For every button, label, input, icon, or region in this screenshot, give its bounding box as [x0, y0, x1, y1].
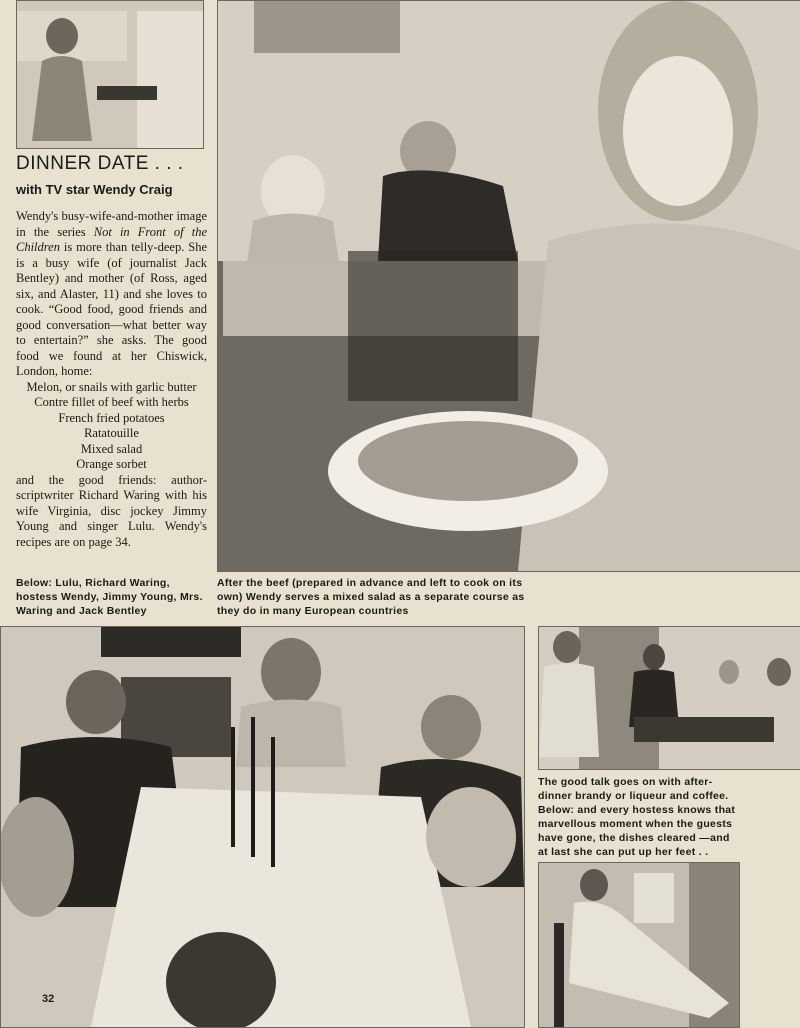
- article-body: [16, 209, 207, 550]
- menu-item: Mixed salad: [80, 441, 143, 456]
- caption-guests: Below: Lulu, Richard Waring, hostess Wendy, Jimmy Young, Mrs. Waring and Jack Bentley: [16, 577, 203, 617]
- hero-photo: [217, 0, 800, 572]
- feet-up-photo: [538, 862, 740, 1028]
- article-title: DINNER DATE . . .: [16, 153, 184, 174]
- menu-item: Ratatouille: [84, 426, 139, 440]
- article-intro: [16, 209, 207, 380]
- after-dinner-photo: [538, 626, 800, 770]
- menu-item: Melon, or snails with garlic butter: [26, 379, 197, 394]
- dinner-table-photo: [0, 626, 525, 1028]
- menu-item: Contre fillet of beef with herbs: [34, 395, 189, 409]
- series-name: Not in Front of the Children: [16, 224, 207, 254]
- article-subtitle: with TV star Wendy Craig: [16, 182, 173, 197]
- menu-item: French fried potatoes: [58, 410, 165, 425]
- menu-item: Orange sorbet: [76, 457, 147, 471]
- caption-after-dinner: The good talk goes on with after-dinner brandy or liqueur and coffee. Below: and every hostess knows that marvellous moment when the guests have gone, the dishes cleared —and at last she can put up her feet . .: [538, 776, 736, 858]
- caption-salad: After the beef (prepared in advance and left to cook on its own) Wendy serves a mixed salad as a separate course as they do in many European countries: [217, 577, 525, 617]
- intro-part-2: is more than telly-deep. She is a busy wife (of journalist Jack Bentley) and mother (of Ross, aged six, and Alaster, 11) and she loves to cook. “Good food, good friends and good conversation—what better way to entertain?” she asks. The good food we found at her Chiswick, London, home:: [16, 240, 207, 378]
- intro-part-1: Wendy's busy-wife-and-mother image in the series: [16, 209, 207, 239]
- page-number: 32: [42, 993, 55, 1005]
- kitchen-photo: [16, 0, 204, 149]
- article-closing: and the good friends: author-scriptwriter Richard Waring with his wife Virginia, disc jockey Jimmy Young and singer Lulu. Wendy's recipes are on page 34.: [16, 472, 207, 549]
- menu-list: [16, 380, 207, 473]
